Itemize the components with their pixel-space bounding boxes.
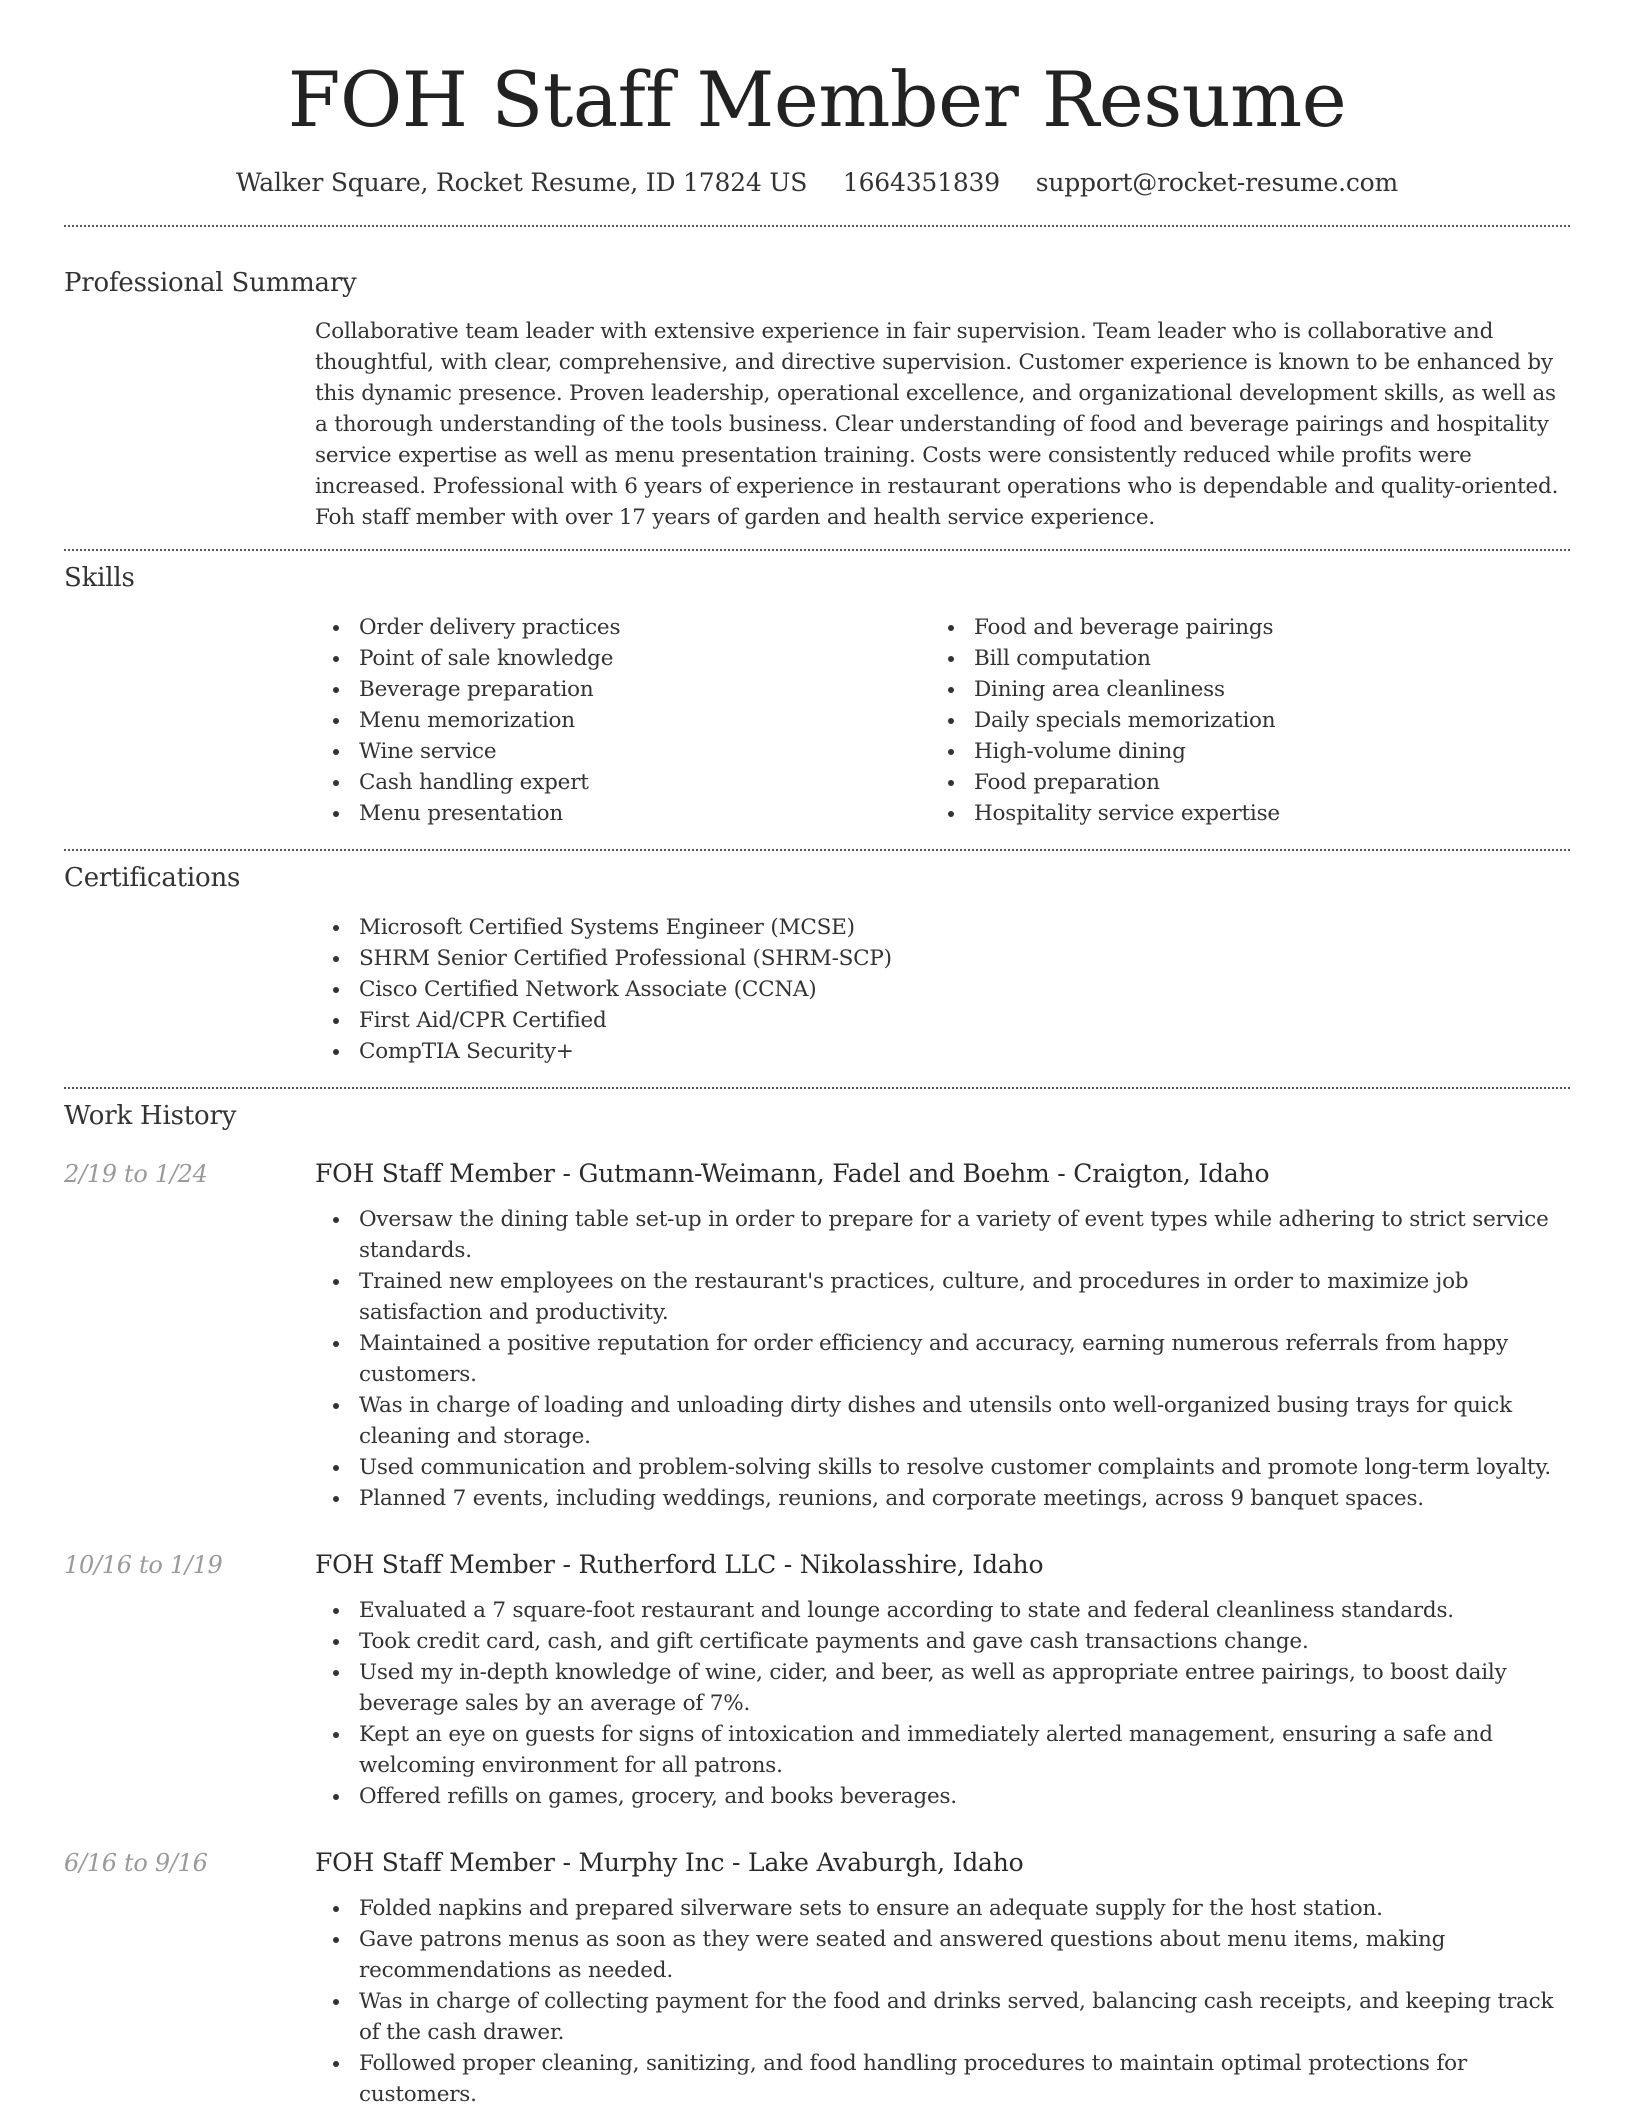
job-bullet: Oversaw the dining table set-up in order to prepare for a variety of event types while adhering to strict service standards. [315, 1204, 1570, 1266]
job-bullet: Followed proper cleaning, sanitizing, and food handling procedures to maintain optimal protections for customers. [315, 2048, 1570, 2110]
skill-item: Food preparation [930, 767, 1545, 798]
certification-item: Microsoft Certified Systems Engineer (MCSE) [315, 912, 1570, 943]
summary-section [64, 266, 1570, 533]
job-bullets [315, 1204, 1570, 1514]
skill-item: Menu presentation [315, 798, 930, 829]
skill-item: Point of sale knowledge [315, 643, 930, 674]
skill-item: Wine service [315, 736, 930, 767]
job-title: FOH Staff Member - Gutmann-Weimann, Fadel and Boehm - Craigton, Idaho [315, 1159, 1270, 1188]
job-bullets [315, 1595, 1570, 1812]
skills-heading: Skills [64, 563, 135, 593]
skill-item: Daily specials memorization [930, 705, 1545, 736]
job-bullet: Trained new employees on the restaurant's practices, culture, and procedures in order to maximize job satisfaction and productivity. [315, 1266, 1570, 1328]
certification-item: First Aid/CPR Certified [315, 1005, 1570, 1036]
job-bullet: Offered refills on games, grocery, and books beverages. [315, 1781, 1570, 1812]
job-bullet: Planned 7 events, including weddings, reunions, and corporate meetings, across 9 banquet spaces. [315, 1483, 1570, 1514]
skill-item: Beverage preparation [315, 674, 930, 705]
certification-item: Cisco Certified Network Associate (CCNA) [315, 974, 1570, 1005]
job-entry [64, 1157, 1570, 1514]
job-title: FOH Staff Member - Rutherford LLC - Nikolasshire, Idaho [315, 1550, 1044, 1579]
work-heading: Work History [64, 1101, 237, 1131]
job-bullet: Was in charge of collecting payment for the food and drinks served, balancing cash receipts, and keeping track of the cash drawer. [315, 1986, 1570, 2048]
section-divider [64, 1087, 1570, 1089]
job-bullet: Kept an eye on guests for signs of intoxication and immediately alerted management, ensuring a safe and welcoming environment for all patrons. [315, 1719, 1570, 1781]
skills-section [64, 561, 1570, 829]
skill-item: Dining area cleanliness [930, 674, 1545, 705]
summary-heading: Professional Summary [64, 268, 357, 298]
work-section [64, 1099, 1570, 2110]
skills-list-left [315, 612, 930, 829]
contact-email: support@rocket-resume.com [1035, 168, 1398, 197]
resume-title: FOH Staff Member Resume [287, 55, 1347, 144]
skill-item: Order delivery practices [315, 612, 930, 643]
section-divider [64, 549, 1570, 551]
job-bullet: Folded napkins and prepared silverware sets to ensure an adequate supply for the host station. [315, 1893, 1570, 1924]
resume-page [64, 0, 1570, 2112]
certifications-list [315, 912, 1570, 1067]
job-entry [64, 1548, 1570, 1812]
job-bullet: Gave patrons menus as soon as they were seated and answered questions about menu items, making recommendations as needed. [315, 1924, 1570, 1986]
job-dates: 2/19 to 1/24 [64, 1160, 208, 1188]
section-divider [64, 849, 1570, 851]
skill-item: Bill computation [930, 643, 1545, 674]
certifications-section [64, 861, 1570, 1067]
skill-item: Food and beverage pairings [930, 612, 1545, 643]
job-bullet: Used communication and problem-solving skills to resolve customer complaints and promote long-term loyalty. [315, 1452, 1570, 1483]
skills-list-right [930, 612, 1545, 829]
job-bullet: Maintained a positive reputation for order efficiency and accuracy, earning numerous referrals from happy customers. [315, 1328, 1570, 1390]
certifications-heading: Certifications [64, 863, 241, 893]
section-divider [64, 225, 1570, 227]
job-entry [64, 1846, 1570, 2110]
contact-line [64, 166, 1570, 200]
job-bullet: Was in charge of loading and unloading dirty dishes and utensils onto well-organized busing trays for quick cleaning and storage. [315, 1390, 1570, 1452]
job-bullet: Evaluated a 7 square-foot restaurant and lounge according to state and federal cleanliness standards. [315, 1595, 1570, 1626]
contact-phone: 1664351839 [842, 168, 1000, 197]
skill-item: Hospitality service expertise [930, 798, 1545, 829]
job-bullet: Used my in-depth knowledge of wine, cider, and beer, as well as appropriate entree pairings, to boost daily beverage sales by an average of 7%. [315, 1657, 1570, 1719]
job-title: FOH Staff Member - Murphy Inc - Lake Avaburgh, Idaho [315, 1848, 1024, 1877]
skill-item: Menu memorization [315, 705, 930, 736]
contact-address: Walker Square, Rocket Resume, ID 17824 US [235, 168, 808, 197]
skill-item: High-volume dining [930, 736, 1545, 767]
summary-text: Collaborative team leader with extensive experience in fair supervision. Team leader who is collaborative and thoughtful, with clear, comprehensive, and directive supervision. Customer experience is known to be enhanced by this dynamic presence. Proven leadership, operational excellence, and organizational development skills, as well as a thorough understanding of the tools business. Clear understanding of food and beverage pairings and hospitality service expertise as well as menu presentation training. Costs were consistently reduced while profits were increased. Professional with 6 years of experience in restaurant operations who is dependable and quality-oriented. Foh staff member with over 17 years of garden and health service experience. [315, 319, 1559, 530]
certification-item: SHRM Senior Certified Professional (SHRM-SCP) [315, 943, 1570, 974]
skill-item: Cash handling expert [315, 767, 930, 798]
job-bullet: Took credit card, cash, and gift certificate payments and gave cash transactions change. [315, 1626, 1570, 1657]
certification-item: CompTIA Security+ [315, 1036, 1570, 1067]
job-bullets [315, 1893, 1570, 2110]
job-dates: 6/16 to 9/16 [64, 1849, 208, 1877]
job-dates: 10/16 to 1/19 [64, 1551, 223, 1579]
